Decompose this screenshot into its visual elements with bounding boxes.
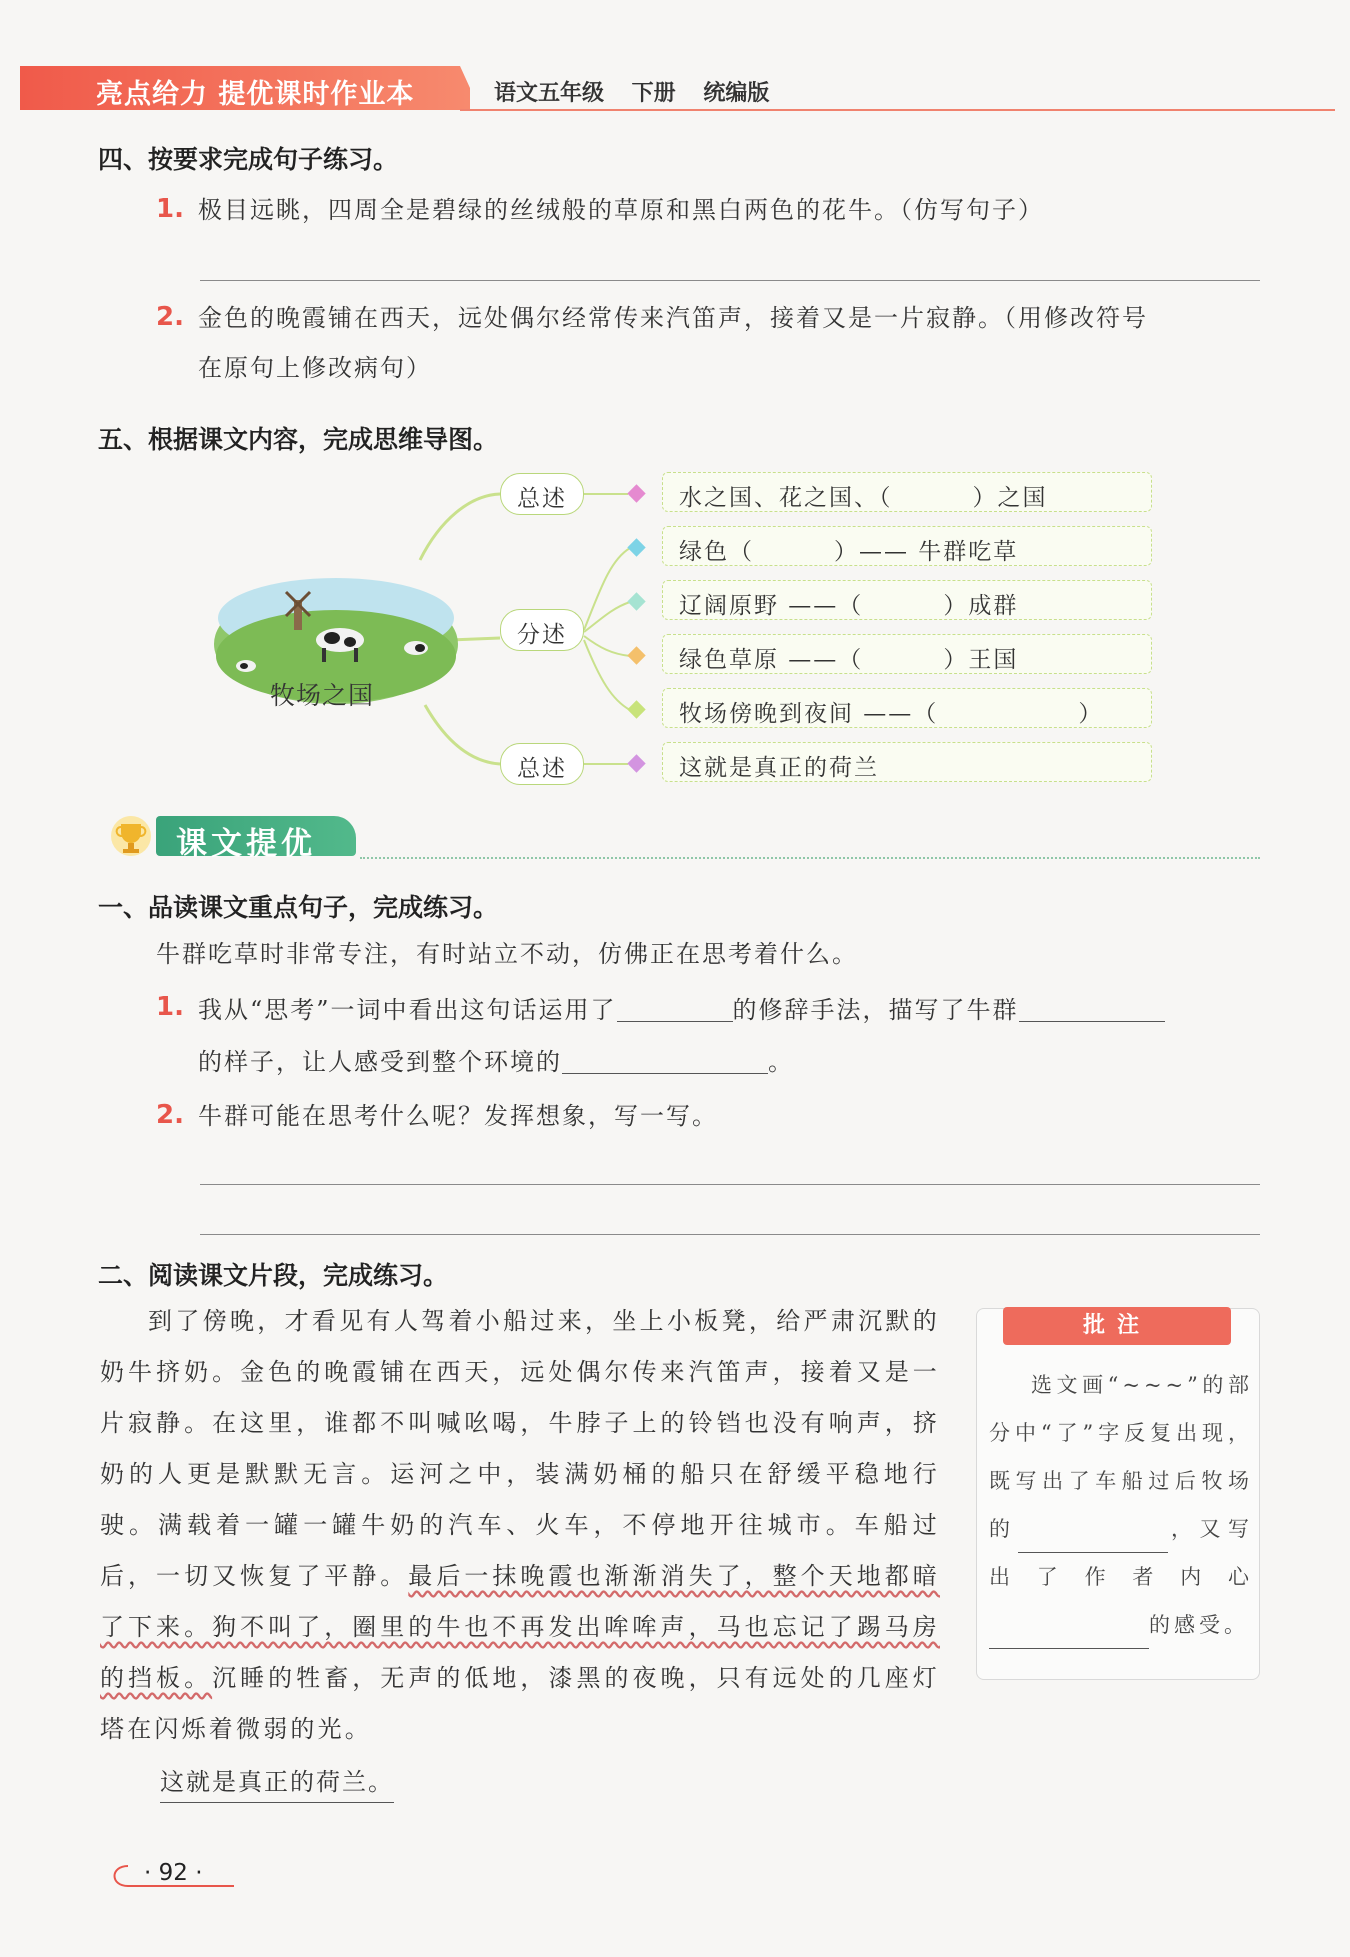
box2-after: ）—— 牛群吃草 <box>834 539 1019 565</box>
section4-title: 四、按要求完成句子练习。 <box>98 145 399 174</box>
banner-dotted-line <box>360 857 1260 859</box>
mindmap-center-label: 牧场之国 <box>270 681 375 710</box>
mindmap-node-detail: 分述 <box>500 609 584 651</box>
box3-after: ）成群 <box>943 593 1019 619</box>
header-book-info: 语文五年级 下册 统编版 <box>494 81 770 106</box>
reading-passage: 到了傍晚，才看见有人驾着小船过来，坐上小板凳，给严肃沉默的奶牛挤奶。金色的晚霞铺在西天，远处偶尔传来汽笛声，接着又是一片寂静。在这里，谁都不叫喊吆喝，牛脖子上的铃铛也没有响声，挤奶的人更是默默无言。运河之中，装满奶桶的船只在舒缓平稳地行驶。满载着一罐一罐牛奶的汽车、火车，不停地开往城市。车船过后，一切又恢复了平静。最后一抹晚霞也渐渐消失了，整个天地都暗了下来。狗不叫了，圈里的牛也不再发出哞哞声，马也忘记了踢马房的挡板。沉睡的牲畜，无声的低地，漆黑的夜晚，只有远处的几座灯塔在闪烁着微弱的光。 <box>100 1307 940 1743</box>
annotation-blank-1[interactable] <box>1018 1531 1168 1553</box>
mindmap-box-6 <box>662 742 1152 782</box>
box1-after: ）之国 <box>972 485 1048 511</box>
section4-q2-line2: 在原句上修改病句） <box>198 354 432 382</box>
mindmap-node-summary: 总述 <box>500 743 584 785</box>
section4-q2-line1: 金色的晚霞铺在西天，远处偶尔经常传来汽笛声，接着又是一片寂静。（用修改符号 <box>198 304 1148 332</box>
part1-q2-answer-line-1[interactable] <box>200 1184 1260 1185</box>
mindmap-node-intro: 总述 <box>500 473 584 515</box>
trophy-icon <box>104 814 158 858</box>
section5-title: 五、根据课文内容，完成思维导图。 <box>98 425 499 454</box>
section4-q1-number: 1. <box>156 194 184 224</box>
box5-before: 牧场傍晚到夜间 ——（ <box>679 701 939 727</box>
annotation-box <box>976 1308 1260 1680</box>
part1-q2-number: 2. <box>156 1100 184 1130</box>
box4-before: 绿色草原 ——（ <box>679 647 864 673</box>
section4-q2-number: 2. <box>156 302 184 332</box>
environment-blank[interactable] <box>562 1048 768 1074</box>
box6-text: 这就是真正的荷兰 <box>679 755 879 781</box>
rhetoric-blank[interactable] <box>617 996 733 1022</box>
mindmap-box-3[interactable] <box>662 580 1152 620</box>
mindmap-box-2[interactable] <box>662 526 1152 566</box>
wave-symbol: ~~~ <box>1122 1373 1188 1397</box>
part1-sentence: 牛群吃草时非常专注，有时站立不动，仿佛正在思考着什么。 <box>156 940 858 968</box>
page-number: · 92 · <box>144 1860 203 1886</box>
box5-after: ） <box>1078 701 1104 727</box>
banner-title: 课文提优 <box>176 826 316 862</box>
box3-before: 辽阔原野 ——（ <box>679 593 864 619</box>
passage-closing: 这就是真正的荷兰。 <box>160 1770 394 1794</box>
mindmap-box-1[interactable] <box>662 472 1152 512</box>
annotation-blank-2[interactable] <box>989 1627 1149 1649</box>
part1-q1-line2: 的样子，让人感受到整个环境的 。 <box>198 1048 794 1076</box>
part2-title: 二、阅读课文片段，完成练习。 <box>98 1261 449 1290</box>
box2-before: 绿色（ <box>679 539 754 565</box>
box4-after: ）王国 <box>943 647 1019 673</box>
annotation-text: 选文画“~~~”的部分中“了”字反复出现，既写出了车船过后牧场的 ，又写出了作者内心的感受。 <box>989 1361 1253 1649</box>
part1-q1-line1: 我从“思考”一词中看出这句话运用了 的修辞手法，描写了牛群 <box>198 996 1165 1022</box>
part1-q2-text: 牛群可能在思考什么呢？发挥想象，写一写。 <box>198 1102 718 1130</box>
part1-q2-answer-line-2[interactable] <box>200 1234 1260 1235</box>
wavy-underlined-text: 最后一抹晚霞也渐渐消失了，整个天地都暗了下来。狗不叫了，圈里的牛也不再发出哞哞声，马也忘记了踢马房的挡板。 <box>100 1562 940 1692</box>
mindmap-box-4[interactable] <box>662 634 1152 674</box>
annotation-title: 批注 <box>1003 1307 1231 1345</box>
section4-q1-text: 极目远眺，四周全是碧绿的丝绒般的草原和黑白两色的花牛。（仿写句子） <box>198 196 1044 224</box>
section-banner <box>104 814 358 862</box>
box1-before: 水之国、花之国、（ <box>679 485 893 511</box>
cattle-blank[interactable] <box>1019 996 1165 1022</box>
part1-q1-number: 1. <box>156 992 184 1022</box>
header-brand: 亮点给力 提优课时作业本 <box>96 79 415 110</box>
mindmap-box-5[interactable] <box>662 688 1152 728</box>
part1-title: 一、品读课文重点句子，完成练习。 <box>98 893 499 922</box>
